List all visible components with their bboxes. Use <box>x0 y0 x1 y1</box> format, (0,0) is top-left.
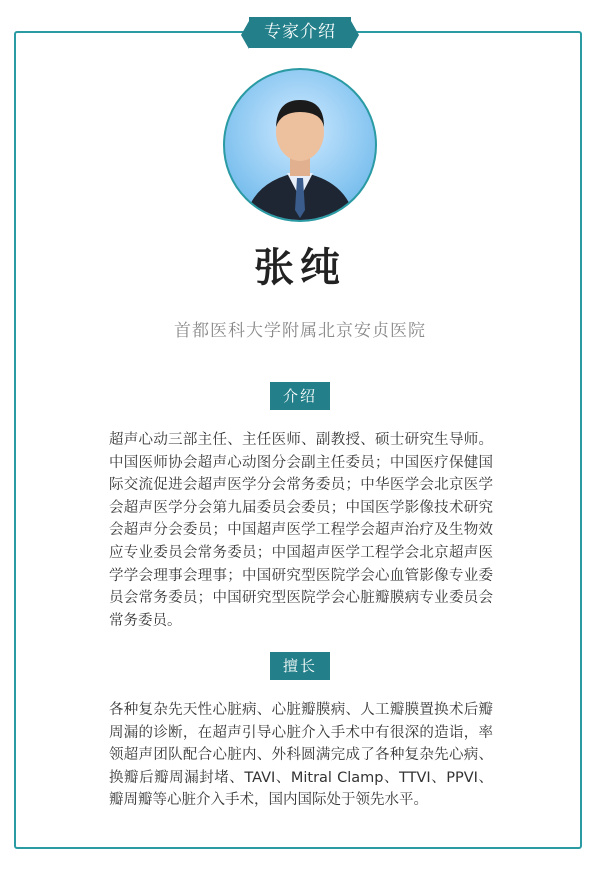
header-title: 专家介绍 <box>249 17 351 48</box>
avatar <box>223 68 377 222</box>
hospital-name: 首都医科大学附属北京安贞医院 <box>174 321 426 341</box>
expert-name: 张纯 <box>254 244 346 291</box>
expertise-text: 各种复杂先天性心脏病、心脏瓣膜病、人工瓣膜置换术后瓣周漏的诊断，在超声引导心脏介入手术中有很深的造诣，率领超声团队配合心脏内、外科圆满完成了各种复杂先心病、换瓣后瓣周漏封堵、TAVI、Mitral Clamp、TTVI、PPVI、瓣周瓣等心脏介入手术，国内国际处于领先水平。 <box>109 702 493 809</box>
intro-label: 介绍 <box>270 382 330 410</box>
intro-text: 超声心动三部主任、主任医师、副教授、硕士研究生导师。中国医师协会超声心动图分会副主任委员；中国医疗保健国际交流促进会超声医学分会常务委员；中华医学会北京医学会超声医学分会第九届委员会委员；中国医学影像技术研究会超声分会委员；中国超声医学工程学会超声治疗及生物效应专业委员会常务委员；中国超声医学工程学会北京超声医学学会理事会理事；中国研究型医院学会心血管影像专业委员会常务委员；中国研究型医院学会心脏瓣膜病专业委员会常务委员。 <box>109 432 493 629</box>
expertise-label: 擅长 <box>270 652 330 680</box>
